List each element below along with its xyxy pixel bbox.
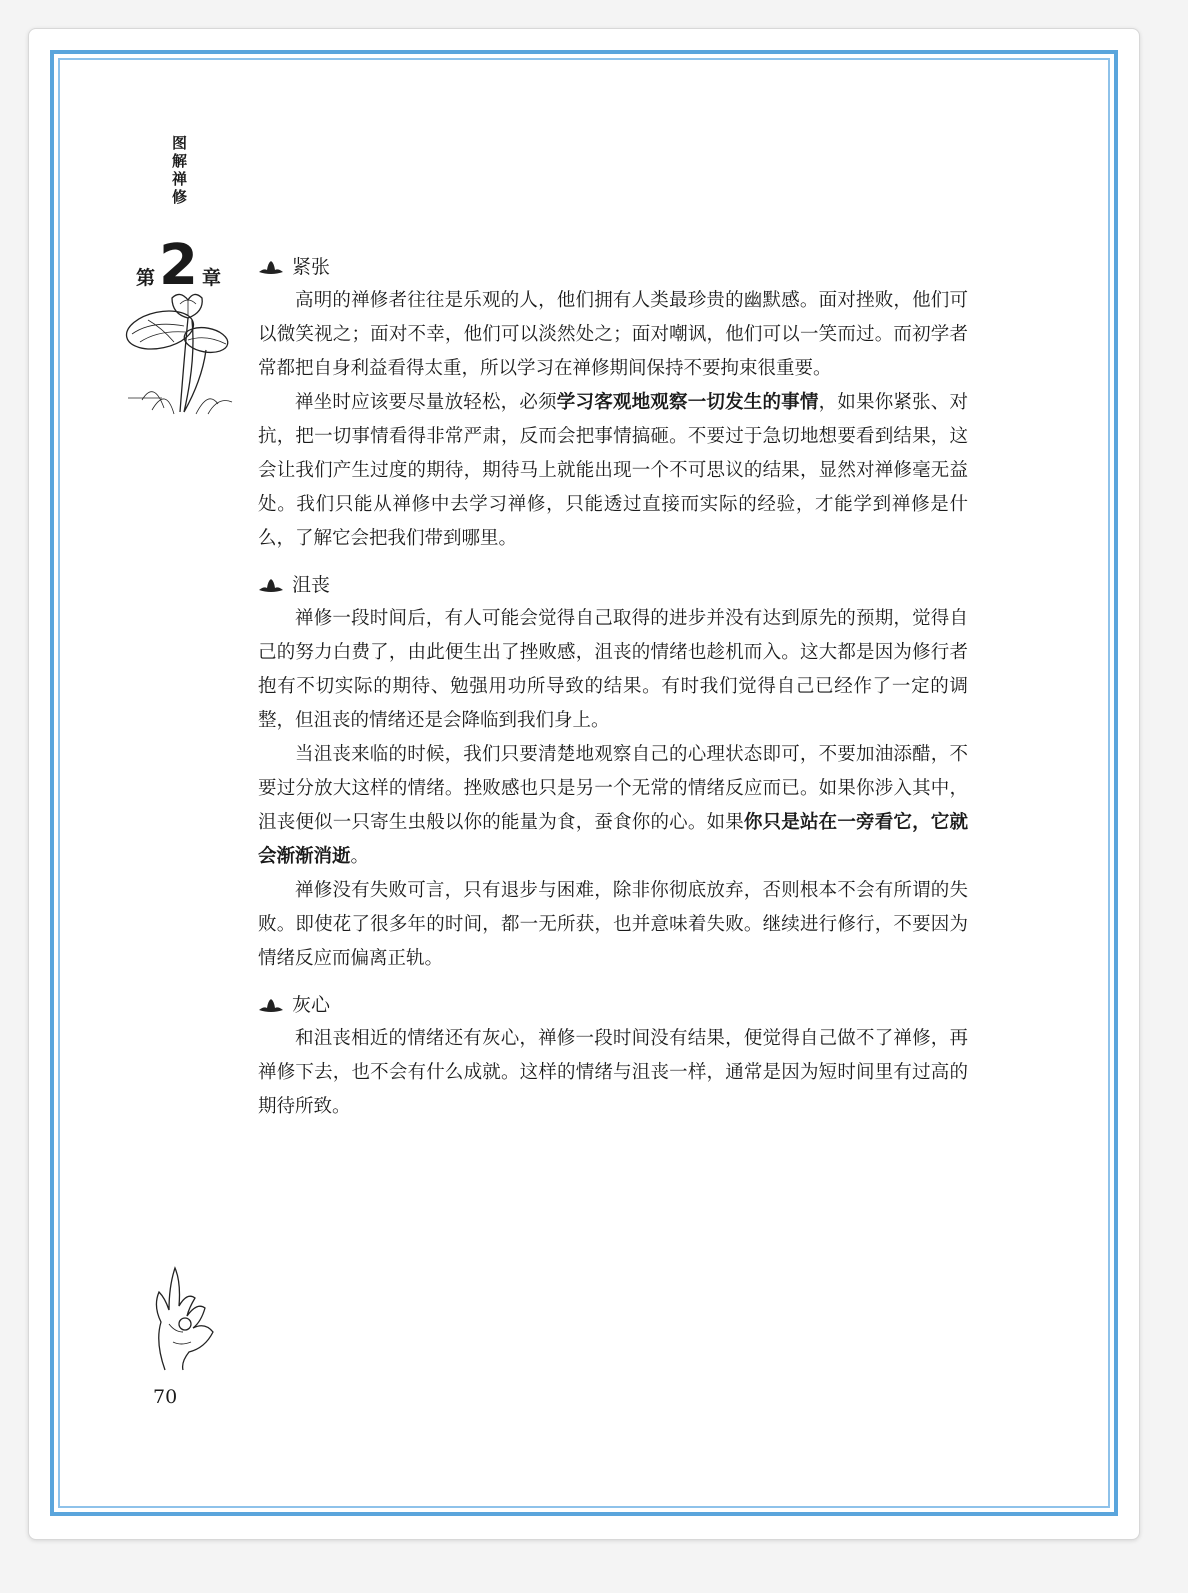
- lotus-bullet-icon: [258, 998, 284, 1012]
- text-span: ，如果你紧张、对抗，把一切事情看得非常严肃，反而会把事情搞砸。不要过于急切地想要看到结果，这会让我们产生过度的期待，期待马上就能出现一个不可思议的结果，显然对禅修毫无益处。我们只能从禅修中去学习禅修，只能透过直接而实际的经验，才能学到禅修是什么，了解它会把我们带到哪里。: [258, 392, 968, 549]
- section-heading-discouragement: [258, 988, 968, 1022]
- paragraph: 和沮丧相近的情绪还有灰心，禅修一段时间没有结果，便觉得自己做不了禅修，再禅修下去，也不会有什么成就。这样的情绪与沮丧一样，通常是因为短时间里有过高的期待所致。: [258, 1028, 968, 1117]
- paragraph: 禅修没有失败可言，只有退步与困难，除非你彻底放弃，否则根本不会有所谓的失败。即使花了很多年的时间，都一无所获，也并意味着失败。继续进行修行，不要因为情绪反应而偏离正轨。: [258, 880, 968, 969]
- text-span: 禅坐时应该要尽量放轻松，必须: [295, 392, 557, 413]
- chapter-label: [136, 233, 221, 298]
- lotus-illustration: [122, 290, 242, 420]
- section-heading-depression: [258, 568, 968, 602]
- text-span: 当沮丧来临的时候，我们只要清楚地观察自己的心理状态即可，不要加油添醋，不要过分放大这样的情绪。挫败感也只是另一个无常的情绪反应而已。如果你涉入其中，沮丧便似一只寄生虫般以你的能量为食，蚕食你的心。如果: [258, 744, 968, 833]
- section-title: 沮丧: [292, 574, 331, 596]
- bold-emphasis: 学习客观地观察一切发生的事情: [556, 392, 819, 413]
- paragraph: 高明的禅修者往往是乐观的人，他们拥有人类最珍贵的幽默感。面对挫败，他们可以微笑视之；面对不幸，他们可以淡然处之；面对嘲讽，他们可以一笑而过。而初学者常都把自身利益看得太重，所以学习在禅修期间保持不要拘束很重要。: [258, 290, 968, 379]
- paragraph: [258, 386, 968, 556]
- chapter-suffix: 章: [201, 267, 221, 289]
- lotus-bullet-icon: [258, 260, 284, 274]
- chapter-number: 2: [159, 233, 198, 298]
- paragraph: 禅修一段时间后，有人可能会觉得自己取得的进步并没有达到原先的预期，觉得自己的努力白费了，由此便生出了挫败感，沮丧的情绪也趁机而入。这大都是因为修行者抱有不切实际的期待、勉强用功所导致的结果。有时我们觉得自己已经作了一定的调整，但沮丧的情绪还是会降临到我们身上。: [258, 608, 968, 731]
- lotus-bullet-icon: [258, 578, 284, 592]
- chapter-prefix: 第: [136, 267, 156, 289]
- section-title: 灰心: [292, 994, 331, 1016]
- main-content: [258, 250, 968, 1124]
- section-title: 紧张: [292, 256, 331, 278]
- bold-emphasis: 你只是站在一旁看它，它就会渐渐消逝: [258, 812, 968, 867]
- section-heading-tension: [258, 250, 968, 284]
- text-span: 。: [350, 846, 370, 867]
- mudra-hand-illustration: [143, 1262, 223, 1372]
- book-title: 图解禅修: [170, 135, 188, 207]
- paragraph: [258, 738, 968, 874]
- page-number: 70: [153, 1386, 178, 1408]
